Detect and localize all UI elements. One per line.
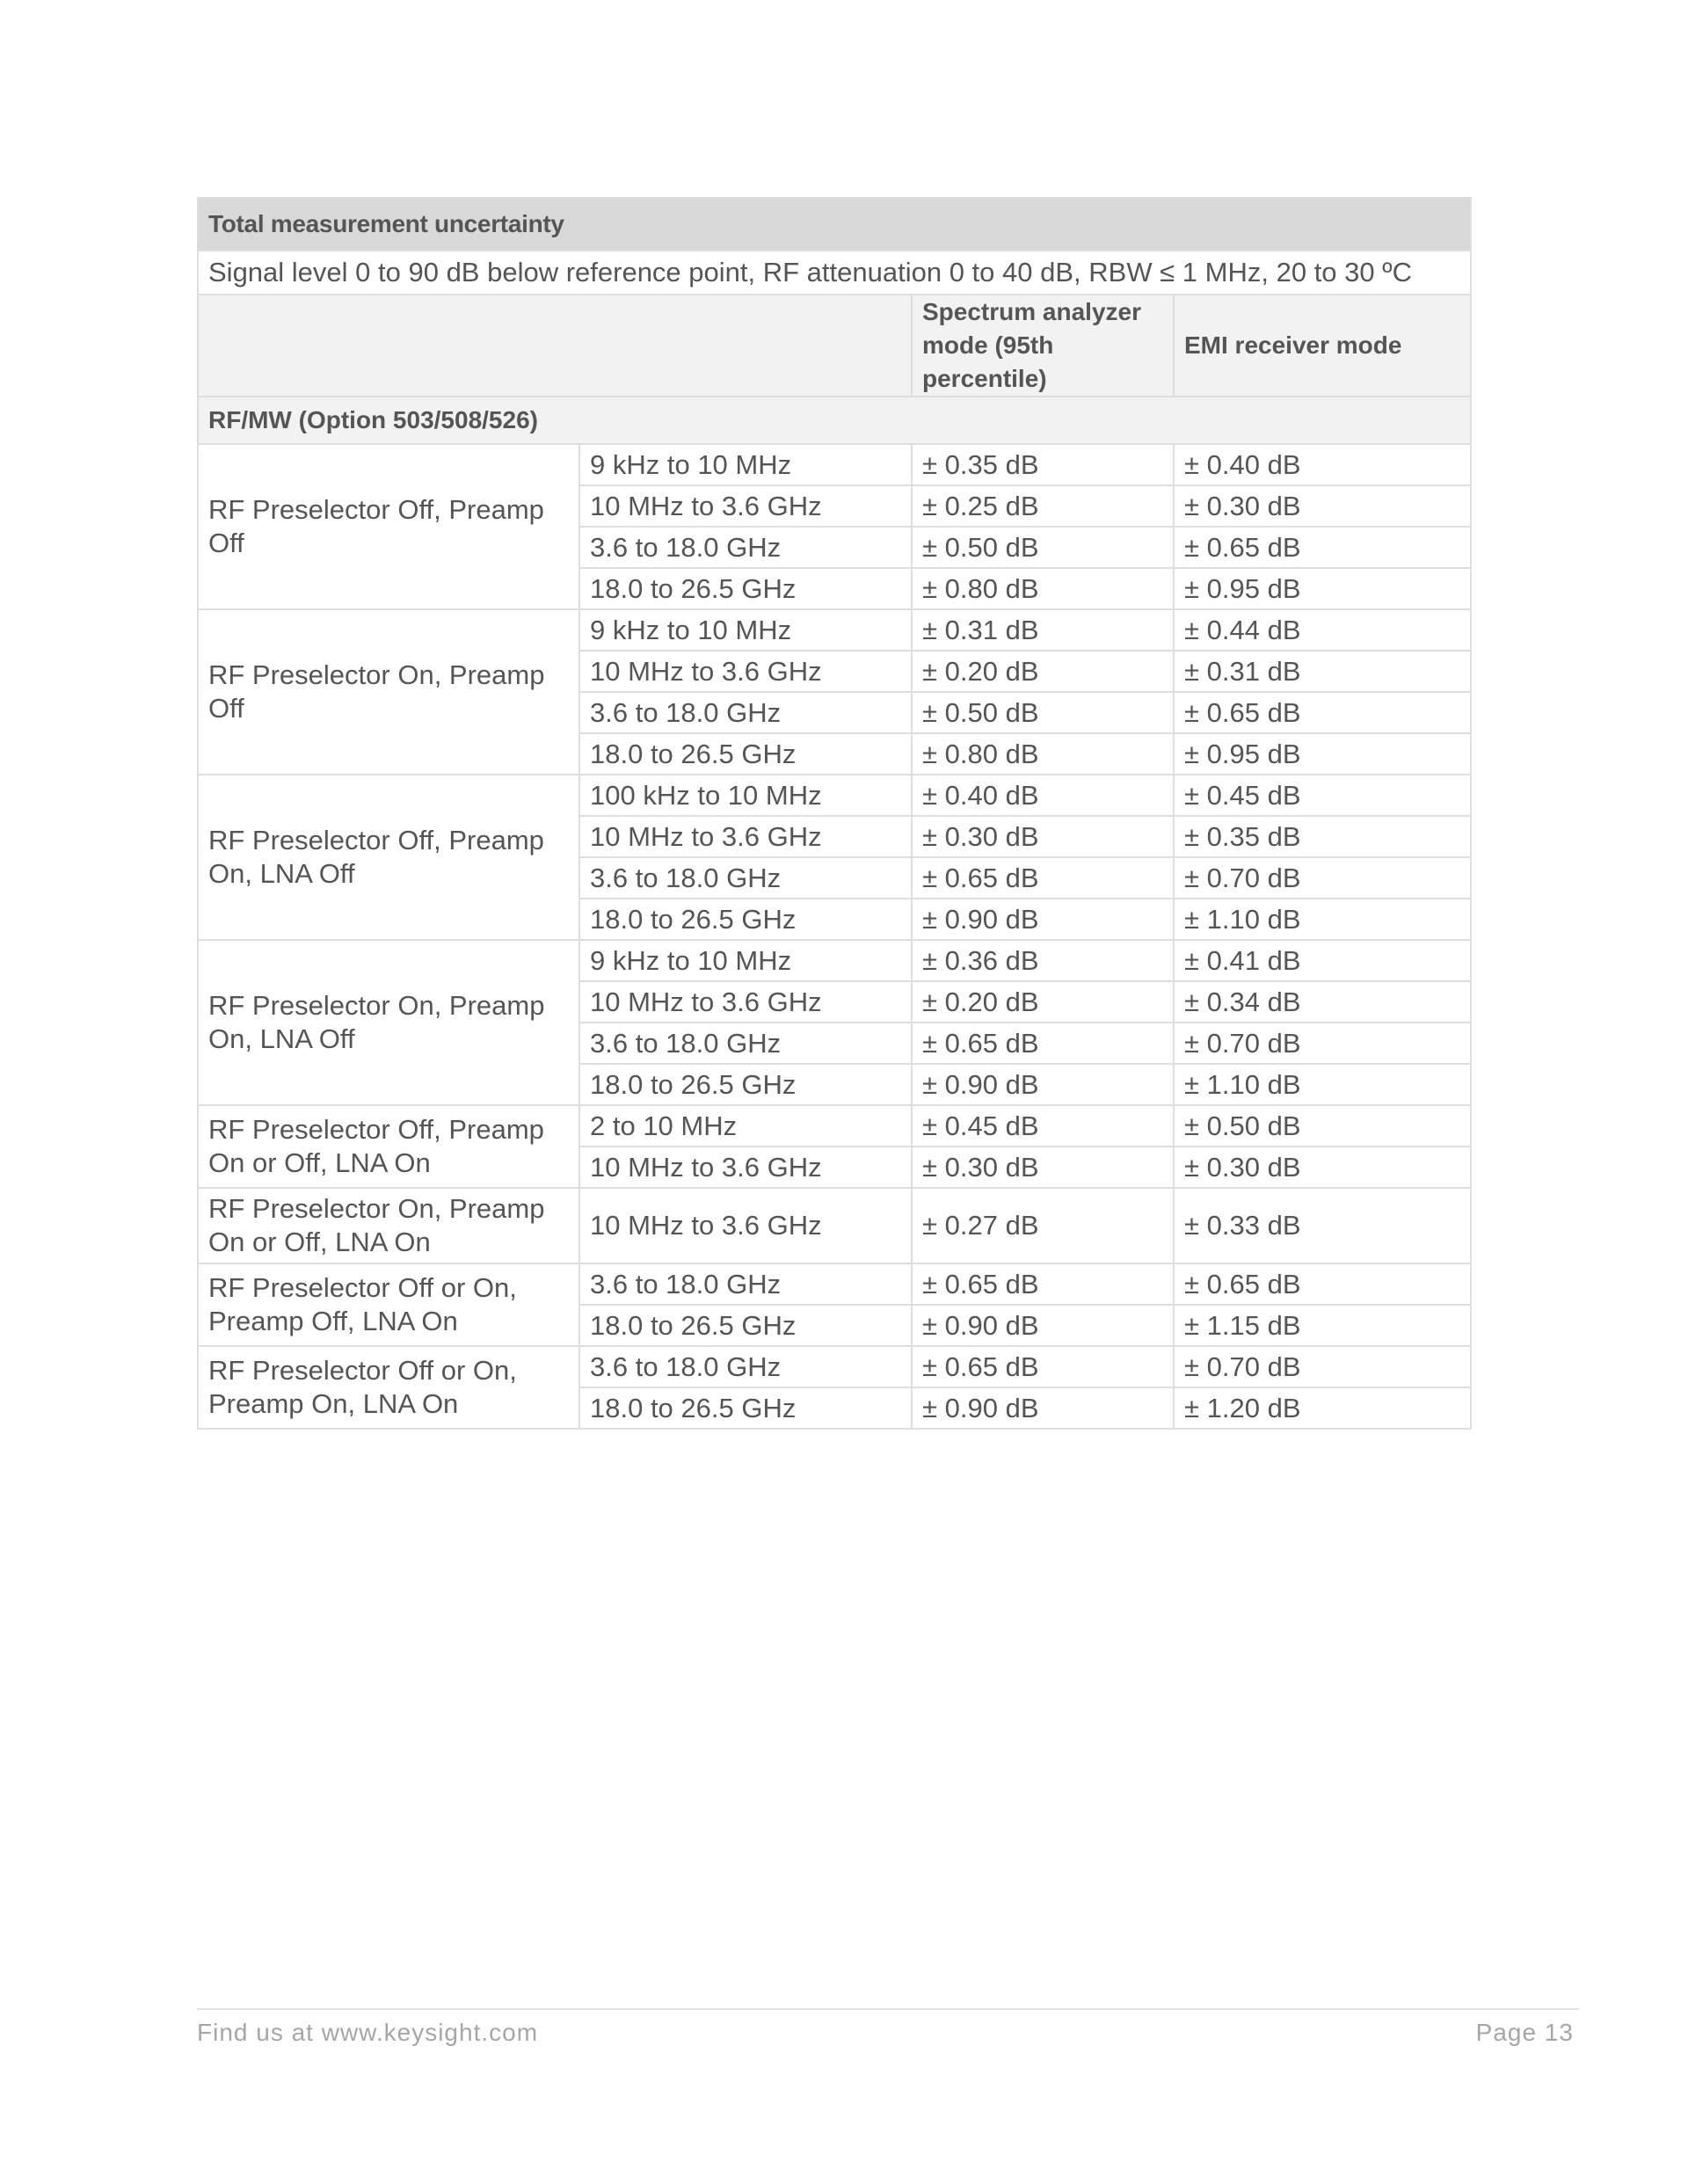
- spectrum-analyzer-value-cell: ± 0.45 dB: [912, 1105, 1174, 1147]
- frequency-range-cell: 18.0 to 26.5 GHz: [579, 1064, 912, 1105]
- table-row: [198, 940, 1471, 981]
- emi-receiver-value-cell: ± 0.95 dB: [1174, 733, 1471, 775]
- emi-receiver-value-cell: ± 0.50 dB: [1174, 1105, 1471, 1147]
- frequency-range-cell: 18.0 to 26.5 GHz: [579, 899, 912, 940]
- spectrum-analyzer-value-cell: ± 0.90 dB: [912, 1064, 1174, 1105]
- spectrum-analyzer-value-cell: ± 0.50 dB: [912, 692, 1174, 733]
- frequency-range-cell: 3.6 to 18.0 GHz: [579, 1023, 912, 1064]
- emi-receiver-value-cell: ± 1.10 dB: [1174, 899, 1471, 940]
- frequency-range-cell: 18.0 to 26.5 GHz: [579, 568, 912, 609]
- spectrum-analyzer-value-cell: ± 0.80 dB: [912, 568, 1174, 609]
- frequency-range-cell: 3.6 to 18.0 GHz: [579, 1263, 912, 1305]
- frequency-range-cell: 9 kHz to 10 MHz: [579, 940, 912, 981]
- condition-group-label: RF Preselector Off or On, Preamp On, LNA On: [198, 1346, 579, 1429]
- frequency-range-cell: 3.6 to 18.0 GHz: [579, 1346, 912, 1387]
- spectrum-analyzer-value-cell: ± 0.80 dB: [912, 733, 1174, 775]
- spectrum-analyzer-value-cell: ± 0.35 dB: [912, 444, 1174, 485]
- spectrum-analyzer-value-cell: ± 0.65 dB: [912, 1263, 1174, 1305]
- frequency-range-cell: 18.0 to 26.5 GHz: [579, 1387, 912, 1429]
- condition-group-label: RF Preselector On, Preamp Off: [198, 609, 579, 775]
- table-row: [198, 1105, 1471, 1147]
- frequency-range-cell: 10 MHz to 3.6 GHz: [579, 651, 912, 692]
- frequency-range-cell: 9 kHz to 10 MHz: [579, 444, 912, 485]
- footer-page-number: Page 13: [1475, 2019, 1574, 2046]
- spectrum-analyzer-value-cell: ± 0.20 dB: [912, 981, 1174, 1023]
- frequency-range-cell: 100 kHz to 10 MHz: [579, 775, 912, 816]
- emi-receiver-value-cell: ± 1.10 dB: [1174, 1064, 1471, 1105]
- emi-receiver-value-cell: ± 0.33 dB: [1174, 1188, 1471, 1263]
- frequency-range-cell: 18.0 to 26.5 GHz: [579, 733, 912, 775]
- spectrum-analyzer-value-cell: ± 0.40 dB: [912, 775, 1174, 816]
- table-row: [198, 1188, 1471, 1263]
- emi-receiver-value-cell: ± 0.40 dB: [1174, 444, 1471, 485]
- spectrum-analyzer-value-cell: ± 0.90 dB: [912, 1387, 1174, 1429]
- table-row: [198, 775, 1471, 816]
- emi-receiver-value-cell: ± 1.20 dB: [1174, 1387, 1471, 1429]
- table-row: [198, 609, 1471, 651]
- frequency-range-cell: 10 MHz to 3.6 GHz: [579, 981, 912, 1023]
- emi-receiver-value-cell: ± 1.15 dB: [1174, 1305, 1471, 1346]
- emi-receiver-value-cell: ± 0.70 dB: [1174, 857, 1471, 899]
- section-label: RF/MW (Option 503/508/526): [198, 397, 1471, 444]
- table-row: [198, 1263, 1471, 1305]
- header-emi-receiver: EMI receiver mode: [1174, 295, 1471, 397]
- emi-receiver-value-cell: ± 0.45 dB: [1174, 775, 1471, 816]
- emi-receiver-value-cell: ± 0.65 dB: [1174, 692, 1471, 733]
- condition-group-label: RF Preselector Off, Preamp On or Off, LNA On: [198, 1105, 579, 1188]
- emi-receiver-value-cell: ± 0.70 dB: [1174, 1346, 1471, 1387]
- frequency-range-cell: 3.6 to 18.0 GHz: [579, 857, 912, 899]
- table-row: [198, 1346, 1471, 1387]
- condition-group-label: RF Preselector Off, Preamp Off: [198, 444, 579, 609]
- frequency-range-cell: 2 to 10 MHz: [579, 1105, 912, 1147]
- conditions-row: [198, 251, 1471, 295]
- spectrum-analyzer-value-cell: ± 0.30 dB: [912, 1147, 1174, 1188]
- condition-group-label: RF Preselector On, Preamp On or Off, LNA On: [198, 1188, 579, 1263]
- spectrum-analyzer-value-cell: ± 0.65 dB: [912, 857, 1174, 899]
- spectrum-analyzer-value-cell: ± 0.31 dB: [912, 609, 1174, 651]
- condition-group-label: RF Preselector Off, Preamp On, LNA Off: [198, 775, 579, 940]
- frequency-range-cell: 10 MHz to 3.6 GHz: [579, 1147, 912, 1188]
- spectrum-analyzer-value-cell: ± 0.36 dB: [912, 940, 1174, 981]
- emi-receiver-value-cell: ± 0.34 dB: [1174, 981, 1471, 1023]
- spectrum-analyzer-value-cell: ± 0.20 dB: [912, 651, 1174, 692]
- emi-receiver-value-cell: ± 0.70 dB: [1174, 1023, 1471, 1064]
- frequency-range-cell: 10 MHz to 3.6 GHz: [579, 1188, 912, 1263]
- table-title: Total measurement uncertainty: [198, 198, 1471, 251]
- spectrum-analyzer-value-cell: ± 0.90 dB: [912, 1305, 1174, 1346]
- spectrum-analyzer-value-cell: ± 0.25 dB: [912, 485, 1174, 527]
- footer-website: Find us at www.keysight.com: [197, 2019, 539, 2046]
- condition-group-label: RF Preselector On, Preamp On, LNA Off: [198, 940, 579, 1105]
- footer-divider: [197, 2008, 1579, 2010]
- section-row: [198, 397, 1471, 444]
- spectrum-analyzer-value-cell: ± 0.90 dB: [912, 899, 1174, 940]
- frequency-range-cell: 9 kHz to 10 MHz: [579, 609, 912, 651]
- condition-group-label: RF Preselector Off or On, Preamp Off, LNA On: [198, 1263, 579, 1346]
- column-header-row: [198, 295, 1471, 397]
- emi-receiver-value-cell: ± 0.41 dB: [1174, 940, 1471, 981]
- emi-receiver-value-cell: ± 0.30 dB: [1174, 485, 1471, 527]
- emi-receiver-value-cell: ± 0.65 dB: [1174, 1263, 1471, 1305]
- spectrum-analyzer-value-cell: ± 0.27 dB: [912, 1188, 1174, 1263]
- emi-receiver-value-cell: ± 0.65 dB: [1174, 527, 1471, 568]
- emi-receiver-value-cell: ± 0.31 dB: [1174, 651, 1471, 692]
- spectrum-analyzer-value-cell: ± 0.50 dB: [912, 527, 1174, 568]
- spectrum-analyzer-value-cell: ± 0.65 dB: [912, 1346, 1174, 1387]
- table-conditions: Signal level 0 to 90 dB below reference point, RF attenuation 0 to 40 dB, RBW ≤ 1 MHz, 20 to 30 ºC: [198, 251, 1471, 295]
- spectrum-analyzer-value-cell: ± 0.30 dB: [912, 816, 1174, 857]
- frequency-range-cell: 3.6 to 18.0 GHz: [579, 692, 912, 733]
- table-row: [198, 444, 1471, 485]
- frequency-range-cell: 3.6 to 18.0 GHz: [579, 527, 912, 568]
- emi-receiver-value-cell: ± 0.30 dB: [1174, 1147, 1471, 1188]
- frequency-range-cell: 18.0 to 26.5 GHz: [579, 1305, 912, 1346]
- spectrum-analyzer-value-cell: ± 0.65 dB: [912, 1023, 1174, 1064]
- emi-receiver-value-cell: ± 0.35 dB: [1174, 816, 1471, 857]
- header-blank-cell: [198, 295, 912, 397]
- table-title-row: [198, 198, 1471, 251]
- emi-receiver-value-cell: ± 0.44 dB: [1174, 609, 1471, 651]
- frequency-range-cell: 10 MHz to 3.6 GHz: [579, 485, 912, 527]
- header-spectrum-analyzer: Spectrum analyzer mode (95th percentile): [912, 295, 1174, 397]
- uncertainty-table: [197, 197, 1472, 1430]
- emi-receiver-value-cell: ± 0.95 dB: [1174, 568, 1471, 609]
- frequency-range-cell: 10 MHz to 3.6 GHz: [579, 816, 912, 857]
